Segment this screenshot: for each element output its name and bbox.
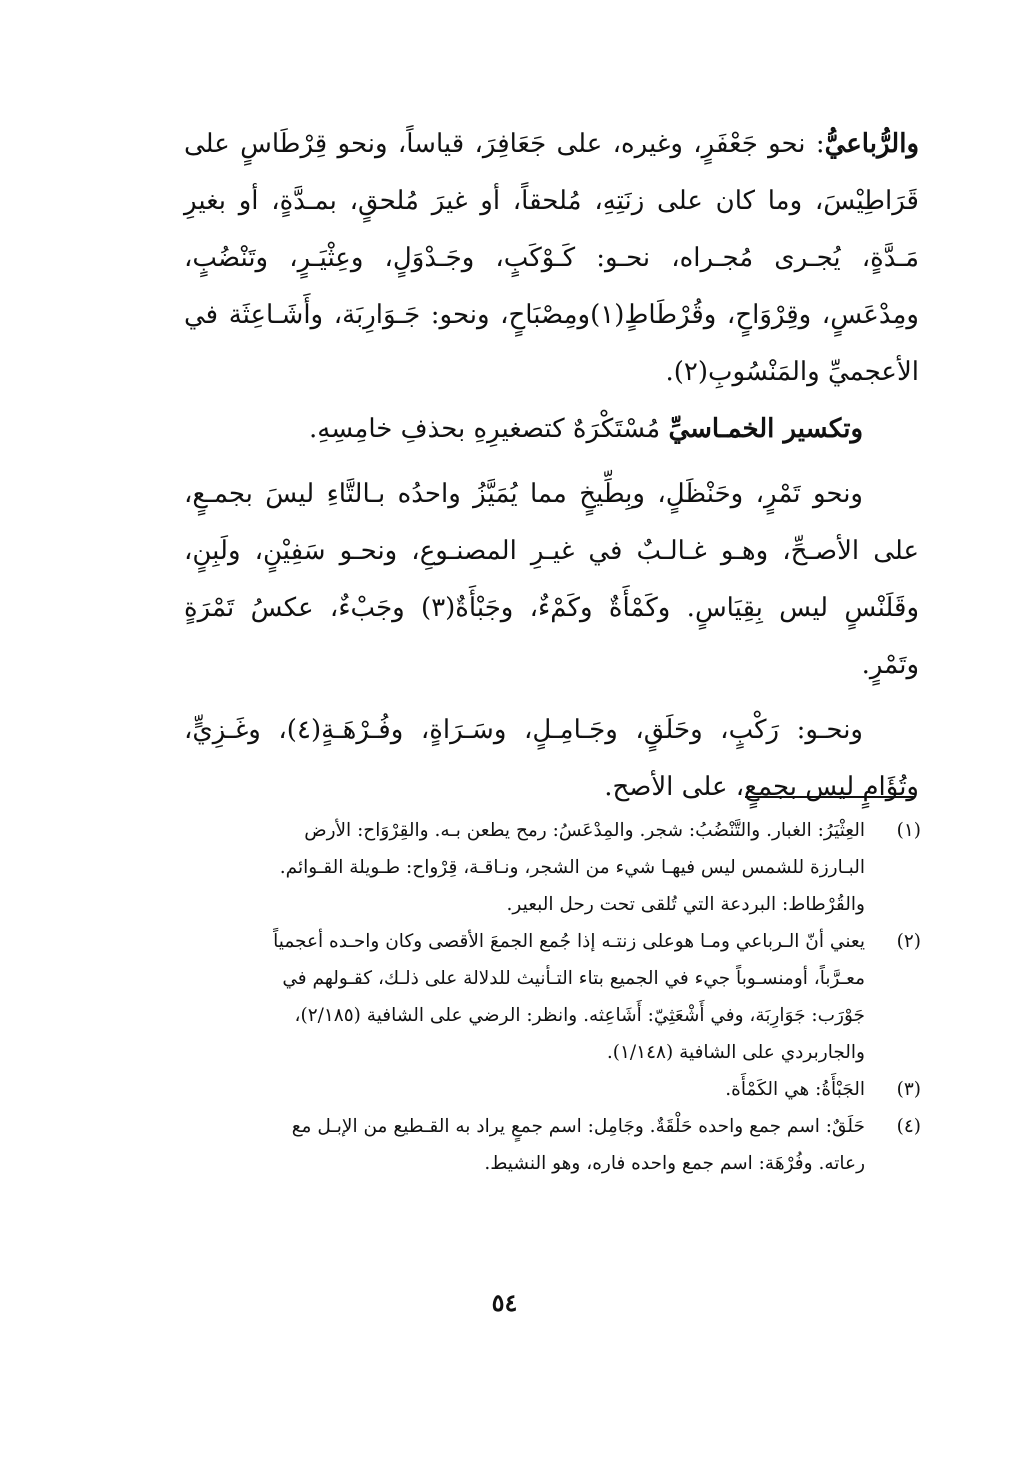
footnote-1: [171, 812, 921, 923]
footnote-line: يعني أنّ الـرباعي ومـا هوعلى زنتـه إذا جُمع الجمعَ الأقصى وكان واحـده أعجمياً: [273, 931, 865, 952]
footnote-line: والجاربردي على الشافية (١/١٤٨).: [606, 1042, 865, 1063]
text-line: وقَلَنْسٍ ليس بِقِيَاسٍ. وكَمْأَةٌ وكَمْءٌ، وجَبْأَةٌ(٣) وجَبْءٌ، عكسُ تَمْرَةٍ وتَمْرٍ.: [184, 593, 920, 680]
footnote-line: رعاته. وفُرْهَة: اسم جمع واحده فاره، وهو النشيط.: [484, 1153, 865, 1174]
footnote-divider: [745, 796, 915, 798]
text-line: على الأصـحِّ، وهـو غـالـبٌ في غيـرِ المصنـوعِ، ونحـو سَفِيْنٍ، ولَبِنٍ،: [184, 536, 919, 566]
footnote-line: والقُرْطاط: البردعة التي تُلقى تحت رحل البعير.: [506, 894, 865, 915]
footnote-line: البـارزة للشمس ليس فيهـا شيء من الشجر، ونـاقـة، قِرْواح: طـويلة القـوائم.: [279, 857, 865, 878]
footnote-number: (٢): [896, 931, 921, 952]
paragraph-khumasi: [184, 401, 919, 458]
text-line: مَـدَّةٍ، يُجـرى مُجـراه، نحـو: كَـوْكَبٍ، وجَـدْوَلٍ، وعِثْيَـرٍ، وتَنْضُبٍ،: [184, 243, 919, 273]
footnote-line: العِثْيَرُ: الغبار. والتَّنْضُبُ: شجر. والمِدْعَسُ: رمح يطعن بـه. والقِرْوَاح: الأرض: [304, 820, 865, 841]
text-line: : نحو جَعْفَرٍ، وغيره، على جَعَافِرَ، قياساً، ونحو قِرْطَاسٍ: [240, 129, 825, 159]
footnote-line: الجَبْأَةُ: هي الكَمْأَة.: [725, 1079, 865, 1100]
paragraph-tamr: [184, 466, 919, 694]
footnote-body: [171, 923, 865, 1071]
footnote-number: (١): [896, 820, 921, 841]
footnote-4: [171, 1108, 921, 1182]
footnote-line: حَلَقٌ: اسم جمع واحده حَلْقَةٌ. وجَامِل: اسم جمعٍ يراد به القـطيع من الإبـل مع: [291, 1116, 865, 1137]
text-line: وتُؤَامٍ ليس بجمعٍ، على الأصح.: [604, 772, 919, 802]
footnotes: [171, 812, 921, 1182]
paragraph-lead: وتكسير الخمـاسيِّ: [668, 414, 863, 444]
footnote-body: [171, 1108, 865, 1182]
text-line: مُسْتَكْرَهٌ كتصغيرِهِ بحذفِ خامِسِهِ.: [309, 414, 661, 444]
footnote-line: معـرَّباً، أومنسـوباً جيء في الجميع بتاء التـأنيث للدلالة على ذلـك، كقـولهم في: [282, 968, 865, 989]
footnote-2: [171, 923, 921, 1071]
footnote-body: [171, 812, 865, 923]
text-line: ونحـو: رَكْبٍ، وحَلَقٍ، وجَـامِـلٍ، وسَـرَاةٍ، وفُـرْهَـةٍ(٤)، وغَـزِيٍّ،: [184, 715, 863, 745]
footnote-line: جَوْرَب: جَوَارِبَة، وفي أَشْعَثِيّ: أَشَاعِثه. وانظر: الرضي على الشافية (٢/١٨٥)،: [294, 1005, 865, 1026]
footnote-body: [171, 1071, 865, 1108]
text-line: ونحو تَمْرٍ، وحَنْظَلٍ، وبِطِّيخٍ مما يُمَيَّزُ واحدُه بـالتَّاءِ ليسَ بجمـعٍ،: [184, 479, 863, 509]
text-line: ومِدْعَسٍ، وقِرْوَاحٍ، وقُرْطَاطٍ(١)ومِصْبَاحٍ، ونحو: جَـوَارِبَة، وأَشَـاعِثَة في: [184, 300, 919, 330]
page-number: ٥٤: [491, 1288, 518, 1317]
text-line: على قَرَاطِيْسَ، وما كان على زنَتِهِ، مُلحقاً، أو غيرَ مُلحقٍ، بمـدَّةٍ، أو بغيرِ: [184, 129, 919, 216]
footnote-3: [171, 1071, 921, 1108]
paragraph-rubai: [184, 116, 919, 401]
paragraph-rakb: [184, 702, 919, 816]
main-text: [184, 116, 919, 816]
paragraph-lead: والرُّباعيُّ: [824, 129, 919, 159]
footnote-number: (٣): [896, 1079, 921, 1100]
footnote-number: (٤): [896, 1116, 921, 1137]
text-line: الأعجميِّ والمَنْسُوبِ(٢).: [665, 357, 919, 387]
